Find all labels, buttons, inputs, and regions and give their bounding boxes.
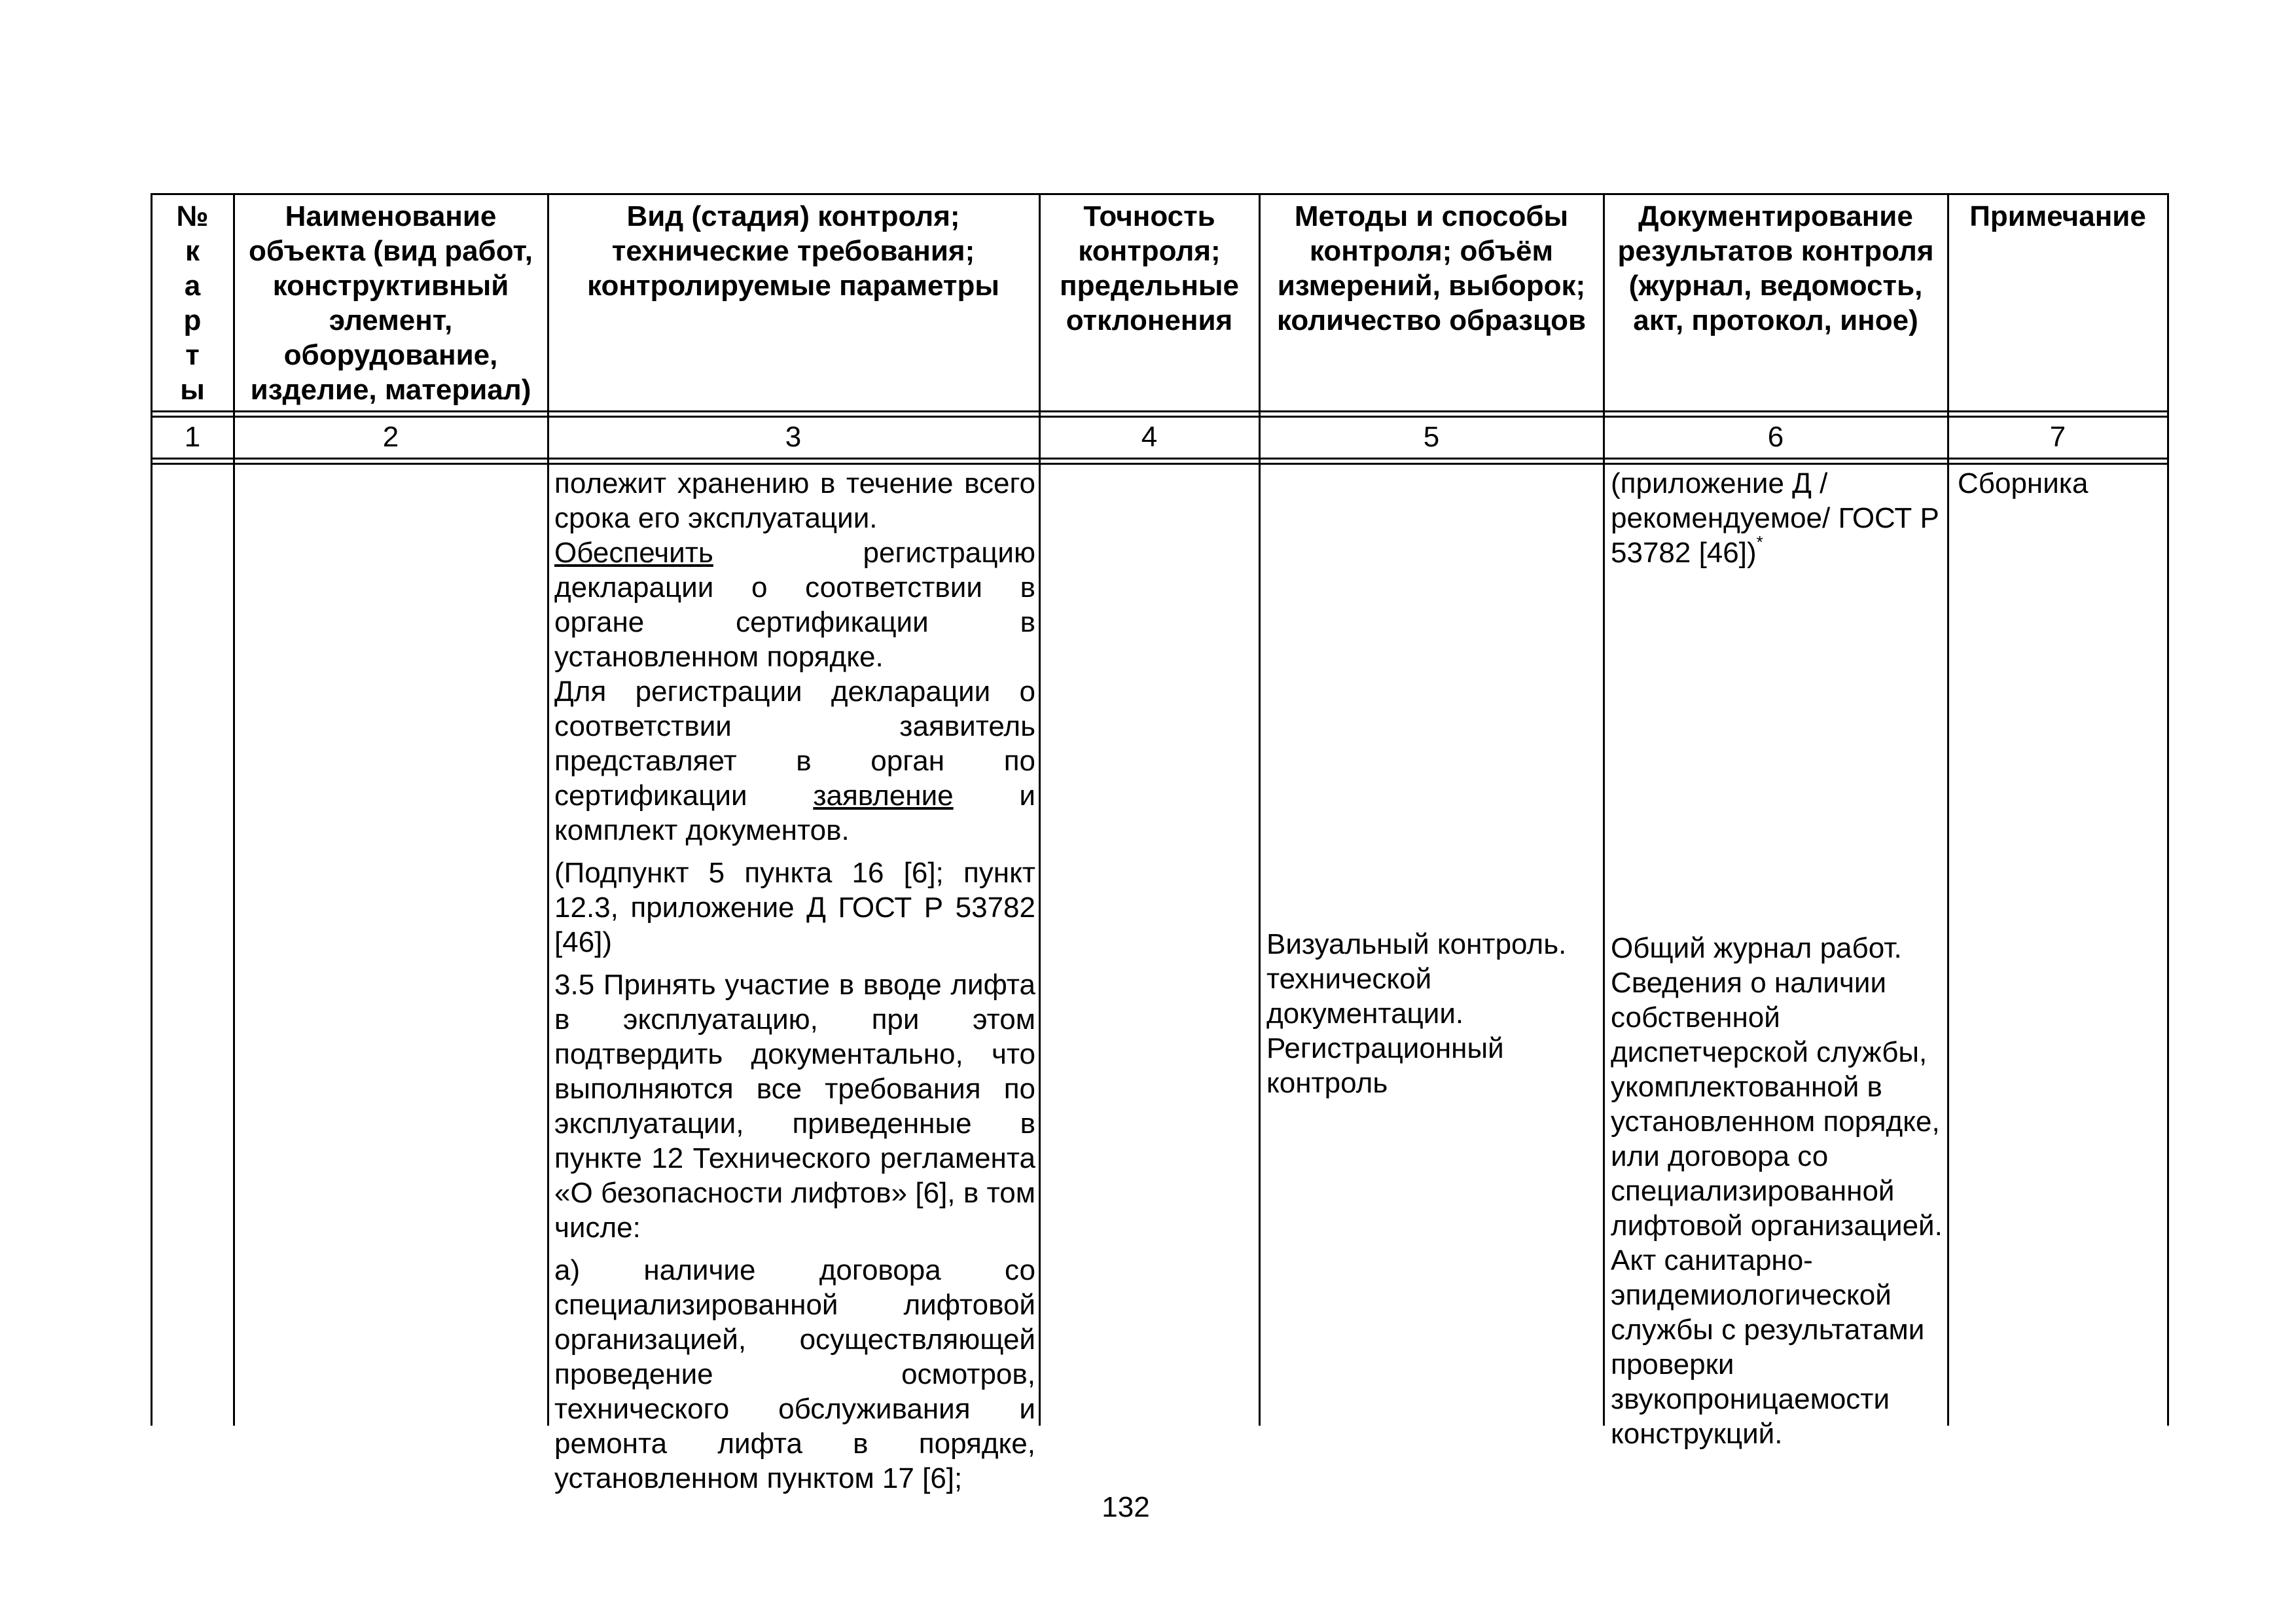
header-col-3: Вид (стадия) контроля; технические требования; контролируемые параметры [587,200,999,302]
column-border-1 [233,193,235,1426]
column-border-4 [1259,193,1261,1426]
column-border-5 [1603,193,1605,1426]
col5-body [1266,927,1597,1100]
col3-reference: (Подпункт 5 пункта 16 [6]; пункт 12.3, приложение Д ГОСТ Р 53782 [46]) [554,857,1035,958]
col6-general-journal: Общий журнал работ. [1611,932,1902,964]
colnum-divider-1 [151,458,2169,460]
col5-registration-control: Регистрационный контроль [1266,1032,1504,1099]
col3-registration-rest: регистрацию декларации о соответствии в органе сертификации в установленном порядке. [554,537,1035,673]
column-number-2: 2 [382,421,399,453]
col3-body [554,466,1035,1496]
header-col-7: Примечание [1969,200,2146,232]
column-number-5: 5 [1423,421,1440,453]
col7-top: Сборника [1958,467,2089,499]
col5-technical-docs: технической документации. [1266,963,1464,1030]
header-divider-1 [151,410,2169,412]
header-col-5: Методы и способы контроля; объём измерений, выборок; количество образцов [1276,200,1587,336]
column-border-3 [1039,193,1041,1426]
col3-item-3-5: 3.5 Принять участие в вводе лифта в эксплуатацию, при этом подтвердить документально, что выполняются все требования по эксплуатации, приведенные в пункте 12 Технического регламента «О безопасности лифтов» [6], в том числе: [554,969,1035,1244]
page-number: 132 [1102,1491,1150,1523]
col6-sanitary-act: Акт санитарно-эпидемиологической службы с результатами проверки звукопроницаемости конструкций. [1611,1244,1925,1450]
col3-application-text: Для регистрации декларации о соответствии заявитель представляет в орган по сертификации [554,676,1035,812]
column-number-1: 1 [184,421,201,453]
column-number-6: 6 [1767,421,1784,453]
col3-underlined-provide: Обеспечить [554,537,713,569]
column-border-2 [547,193,549,1426]
column-border-0 [151,193,152,1426]
column-number-4: 4 [1141,421,1158,453]
col5-visual-control: Визуальный контроль. [1266,928,1567,960]
col6-appendix-reference: (приложение Д /рекомендуемое/ ГОСТ Р 53782 [46]) [1611,467,1939,569]
column-number-3: 3 [785,421,802,453]
col6-top [1611,466,1941,570]
col6-body [1611,931,1945,1451]
column-border-7 [2167,193,2169,1426]
header-col-2: Наименование объекта (вид работ, конструктивный элемент, оборудование, изделие, материал) [249,200,533,406]
col3-paragraph-application [554,674,1035,848]
header-col-4: Точность контроля; предельные отклонения [1060,200,1239,336]
col3-item-a: а) наличие договора со специализированной лифтовой организацией, осуществляющей проведение осмотров, технического обслуживания и ремонта лифта в порядке, установленном пунктом 17 [6]; [554,1254,1035,1494]
col3-paragraph-storage: полежит хранению в течение всего срока его эксплуатации. [554,467,1035,534]
colnum-divider-2 [151,463,2169,465]
table-border-top [151,193,2169,195]
column-number-7: 7 [2049,421,2066,453]
header-col-1: № к а р т ы [176,200,209,406]
col6-footnote-mark: * [1756,532,1763,552]
col3-paragraph-registration [554,535,1035,674]
column-border-6 [1947,193,1949,1426]
col3-application-rest: и комплект документов. [554,780,1035,846]
header-col-6: Документирование результатов контроля (журнал, ведомость, акт, протокол, иное) [1617,200,1934,336]
col3-underlined-application: заявление [813,780,954,812]
col6-dispatch-info: Сведения о наличии собственной диспетчерской службы, укомплектованной в установленном порядке, или договора со специализированной лифтовой организацией. [1611,967,1943,1242]
